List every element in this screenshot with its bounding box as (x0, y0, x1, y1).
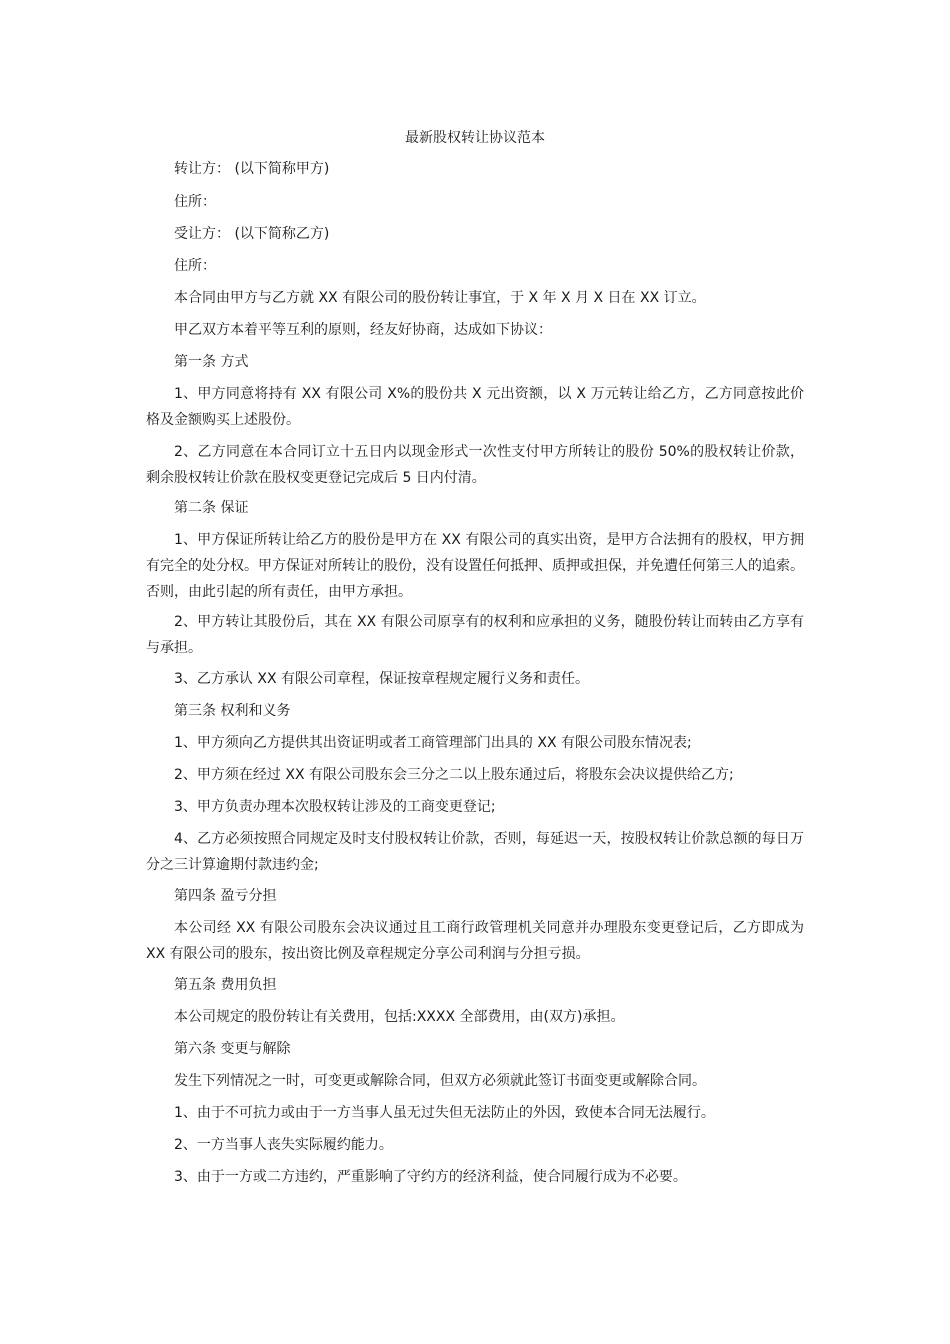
article-3-clause-1: 1、甲方须向乙方提供其出资证明或者工商管理部门出具的 XX 有限公司股东情况表; (174, 735, 692, 751)
article-2-heading: 第二条 保证 (174, 500, 249, 516)
article-5-body: 本公司规定的股份转让有关费用，包括:XXXX 全部费用，由(双方)承担。 (174, 1009, 625, 1025)
article-1-clause-1: 1、甲方同意将持有 XX 有限公司 X%的股份共 X 元出资额，以 X 万元转让给乙方，乙方同意按此价格及金额购买上述股份。 (146, 386, 804, 428)
article-3-clause-3: 3、甲方负责办理本次股权转让涉及的工商变更登记; (174, 799, 496, 815)
agreement-intro: 甲乙双方本着平等互利的原则，经友好协商，达成如下协议： (174, 322, 552, 338)
article-6-clause-2: 2、一方当事人丧失实际履约能力。 (174, 1137, 393, 1153)
transferee-line: 受让方： (以下简称乙方) (174, 226, 330, 242)
article-2-clause-3: 3、乙方承认 XX 有限公司章程，保证按章程规定履行义务和责任。 (174, 671, 589, 687)
article-4-body: 本公司经 XX 有限公司股东会决议通过且工商行政管理机关同意并办理股东变更登记后，乙方即成为 XX 有限公司的股东，按出资比例及章程规定分享公司利润与分担亏损。 (146, 920, 804, 962)
article-3-heading: 第三条 权利和义务 (174, 703, 291, 719)
article-3-clause-2: 2、甲方须在经过 XX 有限公司股东会三分之二以上股东通过后，将股东会决议提供给乙方; (174, 767, 734, 783)
article-6-clause-1: 1、由于不可抗力或由于一方当事人虽无过失但无法防止的外因，致使本合同无法履行。 (174, 1105, 715, 1121)
document-title: 最新股权转让协议范本 (405, 130, 545, 146)
article-1-heading: 第一条 方式 (174, 354, 249, 370)
article-2-clause-1: 1、甲方保证所转让给乙方的股份是甲方在 XX 有限公司的真实出资，是甲方合法拥有的股权，甲方拥有完全的处分权。甲方保证对所转让的股份，没有设置任何抵押、质押或担保，并免遭任何第三人的追索。否则，由此引起的所有责任，由甲方承担。 (146, 532, 804, 600)
article-5-heading: 第五条 费用负担 (174, 977, 277, 993)
article-2-clause-2: 2、甲方转让其股份后，其在 XX 有限公司原享有的权利和应承担的义务，随股份转让而转由乙方享有与承担。 (146, 614, 804, 656)
article-6-body: 发生下列情况之一时，可变更或解除合同，但双方必须就此签订书面变更或解除合同。 (174, 1073, 706, 1089)
transferor-line: 转让方： (以下简称甲方) (174, 161, 330, 177)
article-4-heading: 第四条 盈亏分担 (174, 888, 277, 904)
article-6-heading: 第六条 变更与解除 (174, 1041, 291, 1057)
article-3-clause-4: 4、乙方必须按照合同规定及时支付股权转让价款，否则，每延迟一天，按股权转让价款总额的每日万分之三计算逾期付款违约金; (146, 831, 804, 873)
article-1-clause-2: 2、乙方同意在本合同订立十五日内以现金形式一次性支付甲方所转让的股份 50%的股权转让价款，剩余股权转让价款在股权变更登记完成后 5 日内付清。 (146, 444, 804, 486)
contract-preamble: 本合同由甲方与乙方就 XX 有限公司的股份转让事宜，于 X 年 X 月 X 日在 XX 订立。 (174, 290, 706, 306)
transferor-address: 住所： (174, 194, 216, 210)
transferee-address: 住所： (174, 258, 216, 274)
article-6-clause-3: 3、由于一方或二方违约，严重影响了守约方的经济利益，使合同履行成为不必要。 (174, 1169, 687, 1185)
